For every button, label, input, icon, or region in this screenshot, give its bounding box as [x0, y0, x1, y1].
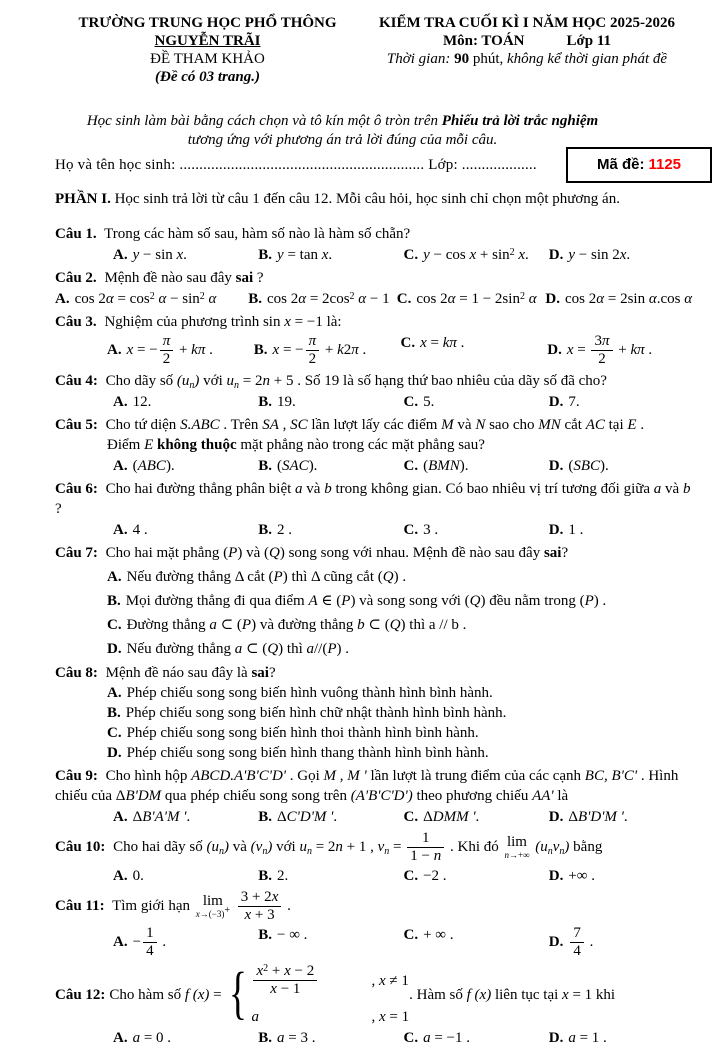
option-label: A.: [113, 247, 128, 263]
question-7-text: Cho hai mặt phẳng (P) và (Q) song song với nhau. Mệnh đề nào sau đây sai?: [101, 545, 569, 561]
question-5-option-c: [404, 456, 549, 476]
option-text: ΔB'A'M '.: [132, 809, 191, 825]
question-3: [55, 312, 694, 368]
question-5-line2: Điểm E không thuộc mặt phẳng nào trong các mặt phẳng sau?: [107, 437, 485, 453]
question-3-option-b: [254, 333, 401, 368]
piecewise-function: [222, 960, 410, 1027]
question-5-option-d: [549, 456, 694, 476]
option-label: C.: [403, 868, 419, 884]
question-5-options: [113, 456, 694, 476]
piecewise-expr-1: $\frac{x^2 + x - 2}{x - 1}$: [251, 963, 371, 998]
option-text: Phép chiếu song song biến hình chữ nhật thành hình bình hành.: [125, 705, 507, 721]
question-11-line: [55, 889, 694, 924]
piecewise-expr-2: a: [251, 1009, 259, 1025]
question-8-line: [55, 663, 694, 683]
option-text: Mọi đường thẳng đi qua điểm A ∈ (P) và song song với (Q) đều nằm trong (P) .: [125, 593, 607, 609]
option-text: 1 .: [568, 522, 584, 538]
question-9-option-c: [404, 807, 549, 827]
question-2-options: [55, 289, 694, 309]
subject-line: [360, 32, 694, 50]
option-label: A.: [113, 868, 128, 884]
question-8-option-d: [107, 743, 694, 763]
duration-unit: phút,: [469, 51, 508, 67]
option-text: $\cos 2\alpha = 1 - 2\sin^2$ α: [416, 291, 537, 307]
question-3-option-d: [547, 333, 694, 368]
option-text: $\cos 2\alpha = \cos^2 \alpha - \sin^2 \alpha$: [74, 291, 217, 307]
question-1-option-b: [258, 245, 403, 265]
question-2-text: Mệnh đề nào sau đây sai ?: [100, 270, 264, 286]
question-11-option-c: [404, 925, 549, 960]
question-1: [55, 224, 694, 265]
question-8: [55, 663, 694, 763]
piecewise-rows: [251, 963, 409, 1027]
answer-sheet-notice: [55, 112, 630, 150]
question-6: [55, 479, 694, 540]
option-label: D.: [545, 291, 560, 307]
question-12-text-pre: Cho hàm số f (x) =: [109, 987, 222, 1003]
option-label: C.: [403, 1030, 419, 1046]
option-label: A.: [113, 809, 128, 825]
option-label: C.: [403, 927, 419, 943]
question-6-line: [55, 479, 694, 519]
question-7: [55, 543, 694, 659]
notice-line1-text: Học sinh làm bài bằng cách chọn và tô kín một ô tròn trên: [86, 113, 442, 129]
exam-code-label: Mã đề:: [596, 156, 645, 173]
question-12-option-c: [404, 1028, 549, 1048]
option-text: x = $\frac{3\pi}{2}$ + kπ .: [566, 333, 653, 367]
option-text: −2 .: [423, 868, 447, 884]
question-4-options: [113, 392, 694, 412]
question-5: [55, 415, 694, 476]
option-label: D.: [548, 522, 564, 538]
option-label: C.: [400, 335, 416, 351]
question-11-option-b: [258, 925, 403, 960]
option-label: B.: [107, 705, 121, 721]
student-name-label: Họ và tên học sinh:: [55, 157, 180, 173]
question-2-option-d: [545, 289, 694, 309]
question-10-option-c: [404, 866, 549, 886]
question-7-option-b: [107, 591, 694, 611]
school-name-line1: TRƯỜNG TRUNG HỌC PHỔ THÔNG: [78, 15, 337, 31]
question-2-number: Câu 2.: [55, 270, 97, 286]
option-text: 2 .: [277, 522, 293, 538]
exam-type-label: ĐỀ THAM KHẢO: [150, 51, 265, 67]
option-label: D.: [548, 933, 564, 950]
question-11-option-d: [549, 925, 694, 960]
option-label: B.: [258, 809, 273, 825]
option-label: A.: [113, 522, 128, 538]
option-label: D.: [547, 341, 562, 358]
question-6-text: Cho hai đường thẳng phân biệt a và b trong không gian. Có bao nhiêu vị trí tương đối giữa a và b ?: [55, 481, 691, 517]
option-text: Nếu đường thẳng a ⊂ (Q) thì a//(P) .: [126, 641, 350, 657]
option-label: D.: [548, 247, 564, 263]
notice-line2: tương ứng với phương án trả lời đúng của mỗi câu.: [187, 132, 498, 148]
option-label: C.: [107, 617, 122, 633]
question-12-text-post: . Hàm số f (x) liên tục tại x = 1 khi: [409, 987, 616, 1003]
part1-label: PHẦN I.: [55, 191, 111, 207]
option-text: 0.: [132, 868, 144, 884]
question-4-option-c: [404, 392, 549, 412]
exam-code-box: [566, 147, 712, 183]
question-4-option-d: [549, 392, 694, 412]
question-10-option-d: [549, 866, 694, 886]
exam-code-value: 1125: [648, 156, 682, 173]
question-1-text: Trong các hàm số sau, hàm số nào là hàm số chẵn?: [100, 226, 411, 242]
notice-line1-bold: Phiếu trả lời trắc nghiệm: [441, 113, 599, 129]
question-2: [55, 268, 694, 309]
question-1-option-d: [549, 245, 694, 265]
subject-label: Môn: TOÁN: [442, 33, 525, 49]
option-label: D.: [548, 1030, 564, 1046]
option-label: C.: [403, 522, 419, 538]
option-text: Phép chiếu song song biến hình thang thành hình bình hành.: [126, 745, 489, 761]
question-9-option-d: [549, 807, 694, 827]
question-12-option-a: [113, 1028, 258, 1048]
piecewise-row-1: [251, 963, 409, 998]
option-text: y − sin x.: [132, 247, 187, 263]
question-10-number: Câu 10:: [55, 838, 106, 855]
option-text: a = 0 .: [132, 1030, 172, 1046]
option-text: 5.: [423, 394, 435, 410]
piecewise-row-2: [251, 1007, 409, 1027]
question-8-options: [107, 683, 694, 763]
question-6-number: Câu 6:: [55, 481, 98, 497]
question-1-number: Câu 1.: [55, 226, 97, 242]
question-3-number: Câu 3.: [55, 314, 97, 330]
option-text: ΔB'D'M '.: [568, 809, 628, 825]
option-label: B.: [258, 1030, 273, 1046]
question-6-options: [113, 520, 694, 540]
grade-label: Lớp 11: [566, 33, 612, 49]
question-1-line: [55, 224, 694, 244]
question-7-number: Câu 7:: [55, 545, 98, 561]
option-text: 2.: [277, 868, 289, 884]
question-11-number: Câu 11:: [55, 897, 105, 914]
question-10-option-a: [113, 866, 258, 886]
question-9-line2: chiếu của ΔB'DM qua phép chiếu song song trên (A'B'C'D') theo phương chiếu AA' là: [55, 788, 569, 804]
option-label: B.: [253, 341, 268, 358]
option-label: C.: [403, 394, 419, 410]
question-10-line: [55, 830, 694, 865]
option-text: (SBC).: [568, 458, 609, 474]
question-5-number: Câu 5:: [55, 417, 98, 433]
question-6-option-b: [258, 520, 403, 540]
question-3-option-a: [107, 333, 254, 368]
option-text: a = 3 .: [277, 1030, 316, 1046]
option-label: C.: [107, 725, 122, 741]
question-2-option-b: [248, 289, 397, 309]
question-5-option-b: [258, 456, 403, 476]
class-label: Lớp:: [424, 157, 462, 173]
question-12-line: [55, 960, 694, 1027]
duration-value: 90: [454, 51, 470, 67]
duration-note: không kể thời gian phát đề: [507, 51, 668, 67]
question-9-option-b: [258, 807, 403, 827]
question-9-line: [55, 766, 694, 786]
question-4-line: [55, 371, 694, 391]
question-3-line: [55, 312, 694, 332]
option-text: (SAC).: [277, 458, 318, 474]
option-text: + ∞ .: [423, 927, 454, 943]
option-label: D.: [548, 394, 564, 410]
option-text: 12.: [132, 394, 152, 410]
option-label: C.: [403, 247, 419, 263]
question-10-text: Cho hai dãy số $(u_n)$ và $(v_n)$ với $u_n = 2n + 1$ , $v_n$ = $\frac{1}{1 - n}$ . Khi đó lim n→+∞ $(u_nv_n)$ bằng: [109, 830, 603, 864]
question-8-option-c: [107, 723, 694, 743]
question-11-text: Tìm giới hạn lim x→(−3)+ $\frac{3 + 2x}{x + 3}$ .: [108, 889, 291, 923]
page-count-note: (Đề có 03 trang.): [155, 69, 260, 85]
exam-header: [360, 14, 694, 86]
option-text: 4 .: [132, 522, 148, 538]
question-4-option-b: [258, 392, 403, 412]
brace-glyph: {: [228, 960, 247, 1025]
school-name-line2: NGUYỄN TRÃI: [154, 33, 261, 49]
option-label: C.: [403, 458, 419, 474]
question-3-text: Nghiệm của phương trình sin x = −1 là:: [100, 314, 342, 330]
option-label: B.: [258, 927, 273, 943]
question-9-text: Cho hình hộp ABCD.A'B'C'D' . Gọi M , M ' lần lượt là trung điểm của các cạnh BC, B'C' . Hình: [101, 768, 679, 784]
option-label: B.: [258, 247, 273, 263]
question-8-option-a: [107, 683, 694, 703]
piecewise-cond-1: , x ≠ 1: [371, 972, 409, 989]
option-text: Nếu đường thẳng Δ cắt (P) thì Δ cũng cắt (Q) .: [126, 569, 407, 585]
option-label: D.: [107, 641, 122, 657]
option-text: 3 .: [423, 522, 439, 538]
option-text: a = 1 .: [568, 1030, 607, 1046]
question-2-option-a: [55, 289, 248, 309]
question-1-option-c: [404, 245, 549, 265]
option-label: A.: [113, 458, 128, 474]
option-text: x = − $\frac{\pi}{2}$ + kπ .: [126, 333, 213, 367]
notice-line1: [55, 112, 630, 131]
question-7-options: [107, 567, 694, 659]
option-label: D.: [548, 458, 564, 474]
question-4-option-a: [113, 392, 258, 412]
option-text: − ∞ .: [277, 927, 308, 943]
question-11: [55, 889, 694, 960]
question-8-option-b: [107, 703, 694, 723]
option-label: D.: [548, 809, 564, 825]
option-label: B.: [107, 593, 121, 609]
option-text: $\frac{7}{4}$ .: [568, 934, 593, 950]
question-5-line: [55, 415, 694, 435]
question-9: [55, 766, 694, 827]
question-8-number: Câu 8:: [55, 665, 98, 681]
question-1-option-a: [113, 245, 258, 265]
question-6-option-d: [549, 520, 694, 540]
option-label: B.: [258, 522, 273, 538]
option-text: Phép chiếu song song biến hình vuông thành hình bình hành.: [126, 685, 493, 701]
question-9-number: Câu 9:: [55, 768, 98, 784]
question-2-line: [55, 268, 694, 288]
question-5-option-a: [113, 456, 258, 476]
option-text: 19.: [277, 394, 296, 410]
duration-line: [360, 50, 694, 68]
option-text: cos 2α = 2sin α.cos α: [565, 291, 693, 307]
duration-label: Thời gian:: [386, 51, 455, 67]
option-text: 7.: [568, 394, 580, 410]
option-label: A.: [113, 933, 128, 950]
option-label: A.: [107, 569, 122, 585]
question-5-text: Cho tứ diện S.ABC . Trên SA , SC lần lượt lấy các điểm M và N sao cho MN cắt AC tại E .: [101, 417, 645, 433]
option-text: y − sin 2x.: [568, 247, 631, 263]
question-7-option-c: [107, 615, 694, 635]
option-label: B.: [258, 868, 273, 884]
question-11-option-a: [113, 925, 258, 960]
question-1-options: [113, 245, 694, 265]
question-12-option-b: [258, 1028, 403, 1048]
class-blank: ...................: [461, 157, 537, 173]
page-header: [55, 14, 694, 86]
option-label: B.: [258, 394, 273, 410]
option-text: ΔC'D'M '.: [277, 809, 338, 825]
question-3-option-c: [401, 333, 548, 368]
question-11-options: [113, 925, 694, 960]
question-8-text: Mệnh đề náo sau đây là sai?: [101, 665, 276, 681]
option-label: B.: [258, 458, 273, 474]
question-7-line: [55, 543, 694, 563]
option-text: +∞ .: [568, 868, 595, 884]
question-9-option-a: [113, 807, 258, 827]
question-3-options: [107, 333, 694, 368]
option-text: − $\frac{1}{4}$ .: [132, 925, 167, 959]
option-label: C.: [403, 809, 419, 825]
exam-title: KIỂM TRA CUỐI KÌ I NĂM HỌC 2025-2026: [379, 15, 675, 31]
option-label: D.: [548, 868, 564, 884]
option-label: A.: [107, 685, 122, 701]
option-label: A.: [113, 394, 128, 410]
question-6-option-a: [113, 520, 258, 540]
option-text: x = − $\frac{\pi}{2}$ + k2π .: [272, 333, 367, 367]
piecewise-cond-2: , x = 1: [371, 1009, 410, 1025]
question-4-text: Cho dãy số $(u_n)$ với $u_n = 2n + 5$ . Số 19 là số hạng thứ bao nhiêu của dãy số đã cho?: [101, 373, 607, 391]
option-text: (BMN).: [423, 458, 469, 474]
option-label: B.: [248, 291, 262, 307]
question-10-options: [113, 866, 694, 886]
question-9-options: [113, 807, 694, 827]
school-header: [55, 14, 360, 86]
option-text: (ABC).: [132, 458, 175, 474]
question-12-options: [113, 1028, 694, 1048]
part1-heading: [55, 189, 694, 209]
question-4-number: Câu 4:: [55, 373, 98, 389]
question-2-option-c: [397, 289, 546, 309]
option-text: $\cos 2\alpha = 2\cos^2$ α − 1: [266, 291, 390, 307]
question-6-option-c: [404, 520, 549, 540]
student-name-blank: ..............................................................: [179, 157, 425, 173]
question-10-option-b: [258, 866, 403, 886]
option-label: A.: [55, 291, 70, 307]
option-text: a = −1 .: [423, 1030, 471, 1046]
question-7-option-d: [107, 639, 694, 659]
option-text: Phép chiếu song song biến hình thoi thành hình bình hành.: [126, 725, 479, 741]
option-label: A.: [113, 1030, 128, 1046]
option-text: $y - \cos x + \sin^2 x$.: [423, 247, 529, 263]
question-12-option-d: [549, 1028, 694, 1048]
part1-description: Học sinh trả lời từ câu 1 đến câu 12. Mỗi câu hỏi, học sinh chỉ chọn một phương án.: [110, 191, 620, 207]
option-text: x = kπ .: [420, 335, 465, 351]
option-text: y = tan x.: [277, 247, 333, 263]
option-text: ΔDMM '.: [423, 809, 480, 825]
option-text: Đường thẳng a ⊂ (P) và đường thẳng b ⊂ (Q) thì a // b .: [126, 617, 467, 633]
question-12-number: Câu 12:: [55, 987, 106, 1003]
option-label: A.: [107, 341, 122, 358]
question-12: [55, 960, 694, 1048]
question-7-option-a: [107, 567, 694, 587]
option-label: C.: [396, 291, 412, 307]
option-label: D.: [107, 745, 122, 761]
question-4: [55, 371, 694, 412]
question-10: [55, 830, 694, 886]
